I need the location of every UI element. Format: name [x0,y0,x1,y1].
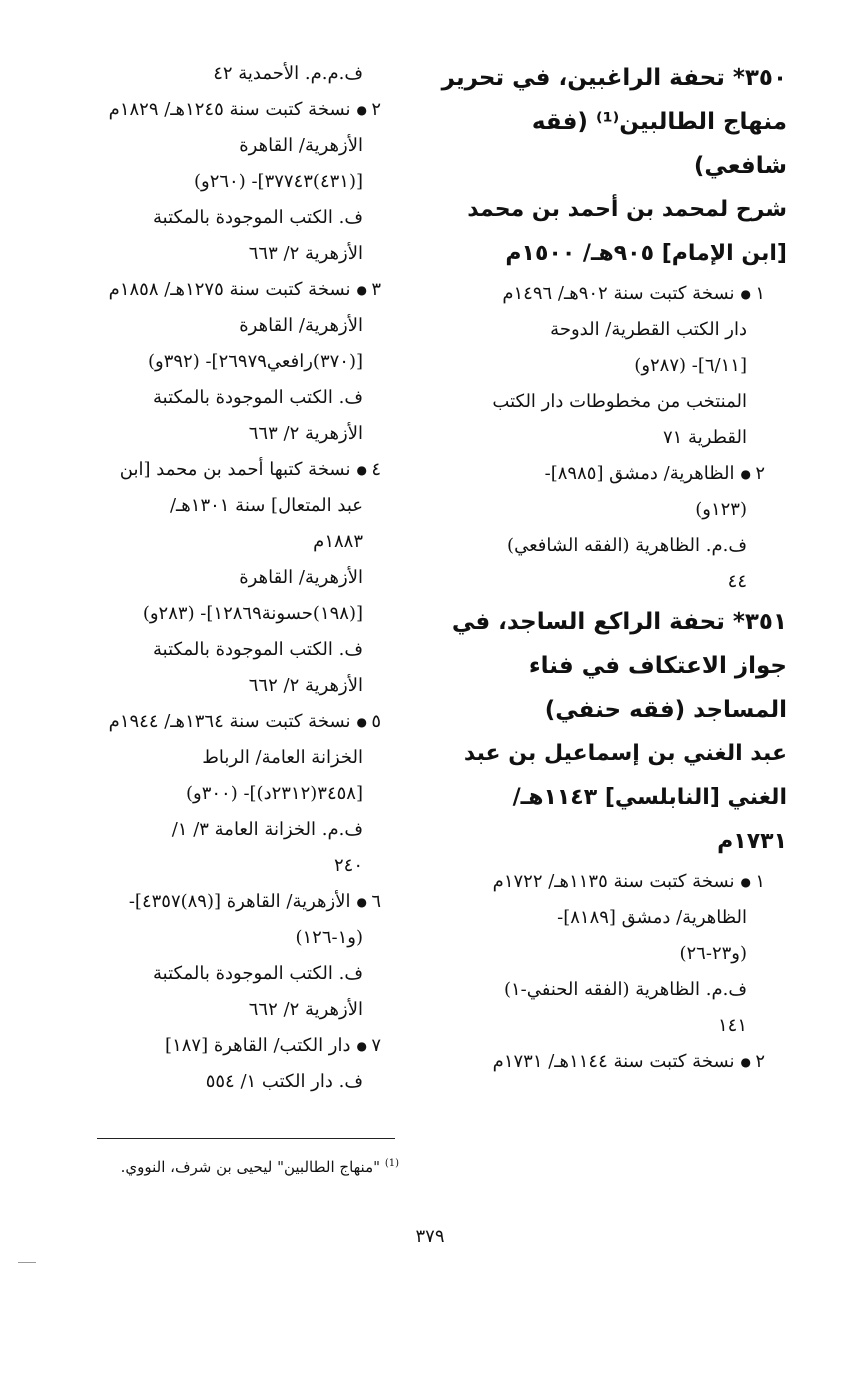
bullet-icon: ● [740,467,751,481]
detail-line: ف.م. الخزانة العامة ٣/ ١/ [171,819,363,840]
entry-author-line: شرح لمحمد بن أحمد بن محمد [467,197,787,222]
detail-line: ف. الكتب الموجودة بالمكتبة [153,207,363,228]
entry-title-line: منهاج الطالبين⁽¹⁾ (فقه [531,109,787,135]
bullet-icon: ● [356,283,367,297]
detail-line: الظاهرية/ دمشق [٨١٨٩]- [557,907,747,928]
footnote-marker: (1) [384,1158,399,1169]
bullet-icon: ● [356,895,367,909]
left-column [427,56,787,1080]
detail-line: ٤٤ [727,571,747,592]
detail-line: الأزهرية ٢/ ٦٦٣ [248,243,363,264]
detail-line: (و٢٣-٢٦) [679,943,747,964]
detail-line: عبد المتعال] سنة ١٣٠١هـ/ [169,495,363,516]
item-number: ٦ [371,891,381,912]
manuscript-item [60,704,403,740]
manuscript-item [60,1028,403,1064]
bullet-icon: ● [356,463,367,477]
detail-line: ف. دار الكتب ١/ ٥٥٤ [205,1071,363,1092]
manuscript-item [60,884,403,920]
item-number: ٢ [755,463,765,484]
bullet-icon: ● [740,1055,751,1069]
detail-line: [(٤٣١)٣٧٧٤٣]- (٢٦٠و) [193,171,363,192]
detail-line: الأزهرية/ القاهرة [239,315,363,336]
item-text: الأزهرية/ القاهرة [(٨٩)٤٣٥٧]- [128,891,351,912]
item-number: ١ [755,871,765,892]
detail-line: ف. الكتب الموجودة بالمكتبة [153,639,363,660]
detail-line: الأزهرية/ القاهرة [239,135,363,156]
scan-mark [18,1262,36,1263]
detail-line: الخزانة العامة/ الرباط [202,747,363,768]
detail-line: ١٨٨٣م [313,531,363,552]
page-number: ٣٧٩ [415,1226,445,1247]
detail-line: ١٤١ [717,1015,747,1036]
entry-author-line: الغني [النابلسي] ١١٤٣هـ/ [512,785,787,810]
footnote-text: "منهاج الطالبين" ليحيى بن شرف، النووي. [120,1158,381,1176]
item-text: نسخة كتبها أحمد بن محمد [ابن [119,459,351,480]
item-number: ٣ [371,279,381,300]
detail-line: [(١٩٨)حسونة١٢٨٦٩]- (٢٨٣و) [142,603,363,624]
manuscript-item [60,452,403,488]
entry-title-line: شافعي) [693,153,787,179]
bullet-icon: ● [740,875,751,889]
bullet-icon: ● [356,1039,367,1053]
detail-line: ف. الكتب الموجودة بالمكتبة [153,387,363,408]
item-text: دار الكتب/ القاهرة [١٨٧] [165,1035,351,1056]
manuscript-item [427,864,787,900]
bullet-icon: ● [356,103,367,117]
item-text: نسخة كتبت سنة ١٣٦٤هـ/ ١٩٤٤م [108,711,351,732]
detail-line: [(٣٧٠)رافعي٢٦٩٧٩]- (٣٩٢و) [147,351,363,372]
item-text: نسخة كتبت سنة ١٢٧٥هـ/ ١٨٥٨م [108,279,351,300]
footnote [19,1152,399,1179]
detail-line: دار الكتب القطرية/ الدوحة [550,319,747,340]
item-text: نسخة كتبت سنة ١١٣٥هـ/ ١٧٢٢م [492,871,735,892]
detail-line: الأزهرية ٢/ ٦٦٢ [248,999,363,1020]
detail-line: [٦/١١]- (٢٨٧و) [634,355,747,376]
manuscript-item [427,276,787,312]
detail-line: ف.م.م. الأحمدية ٤٢ [213,63,363,84]
detail-line: الأزهرية ٢/ ٦٦٢ [248,675,363,696]
detail-line: الأزهرية/ القاهرة [239,567,363,588]
detail-line: القطرية ٧١ [662,427,747,448]
item-text: نسخة كتبت سنة ١٢٤٥هـ/ ١٨٢٩م [108,99,351,120]
item-text: الظاهرية/ دمشق [٨٩٨٥]- [544,463,735,484]
item-number: ٢ [755,1051,765,1072]
detail-line: (١٢٣و) [695,499,747,520]
entry-author-line: [ابن الإمام] ٩٠٥هـ/ ١٥٠٠م [505,241,787,266]
right-column [60,56,403,1100]
footnote-divider [97,1138,395,1139]
manuscript-item [60,92,403,128]
item-number: ٥ [371,711,381,732]
manuscript-item [427,456,787,492]
detail-line: ف.م. الظاهرية (الفقه الشافعي) [507,535,747,556]
item-number: ٢ [371,99,381,120]
detail-line: ٢٤٠ [333,855,363,876]
item-number: ٧ [371,1035,381,1056]
bullet-icon: ● [356,715,367,729]
detail-line: ف.م. الظاهرية (الفقه الحنفي-١) [503,979,747,1000]
detail-line: الأزهرية ٢/ ٦٦٣ [248,423,363,444]
entry-title-line: ٣٥١* تحفة الراكع الساجد، في [451,609,787,635]
item-text: نسخة كتبت سنة ٩٠٢هـ/ ١٤٩٦م [502,283,735,304]
entry-title-line: المساجد (فقه حنفي) [544,697,787,723]
entry-title-line: جواز الاعتكاف في فناء [528,653,787,679]
detail-line: [٣٤٥٨(٢٣١٢د)]- (٣٠٠و) [185,783,363,804]
entry-author-line: ١٧٣١م [717,829,787,854]
bullet-icon: ● [740,287,751,301]
item-number: ٤ [371,459,381,480]
item-number: ١ [755,283,765,304]
manuscript-item [427,1044,787,1080]
detail-line: ف. الكتب الموجودة بالمكتبة [153,963,363,984]
detail-line: (و١-١٢٦) [295,927,363,948]
manuscript-item [60,272,403,308]
entry-author-line: عبد الغني بن إسماعيل بن عبد [463,741,787,766]
item-text: نسخة كتبت سنة ١١٤٤هـ/ ١٧٣١م [492,1051,735,1072]
entry-title-line: ٣٥٠* تحفة الراغبين، في تحرير [441,65,787,91]
detail-line: المنتخب من مخطوطات دار الكتب [492,391,747,412]
